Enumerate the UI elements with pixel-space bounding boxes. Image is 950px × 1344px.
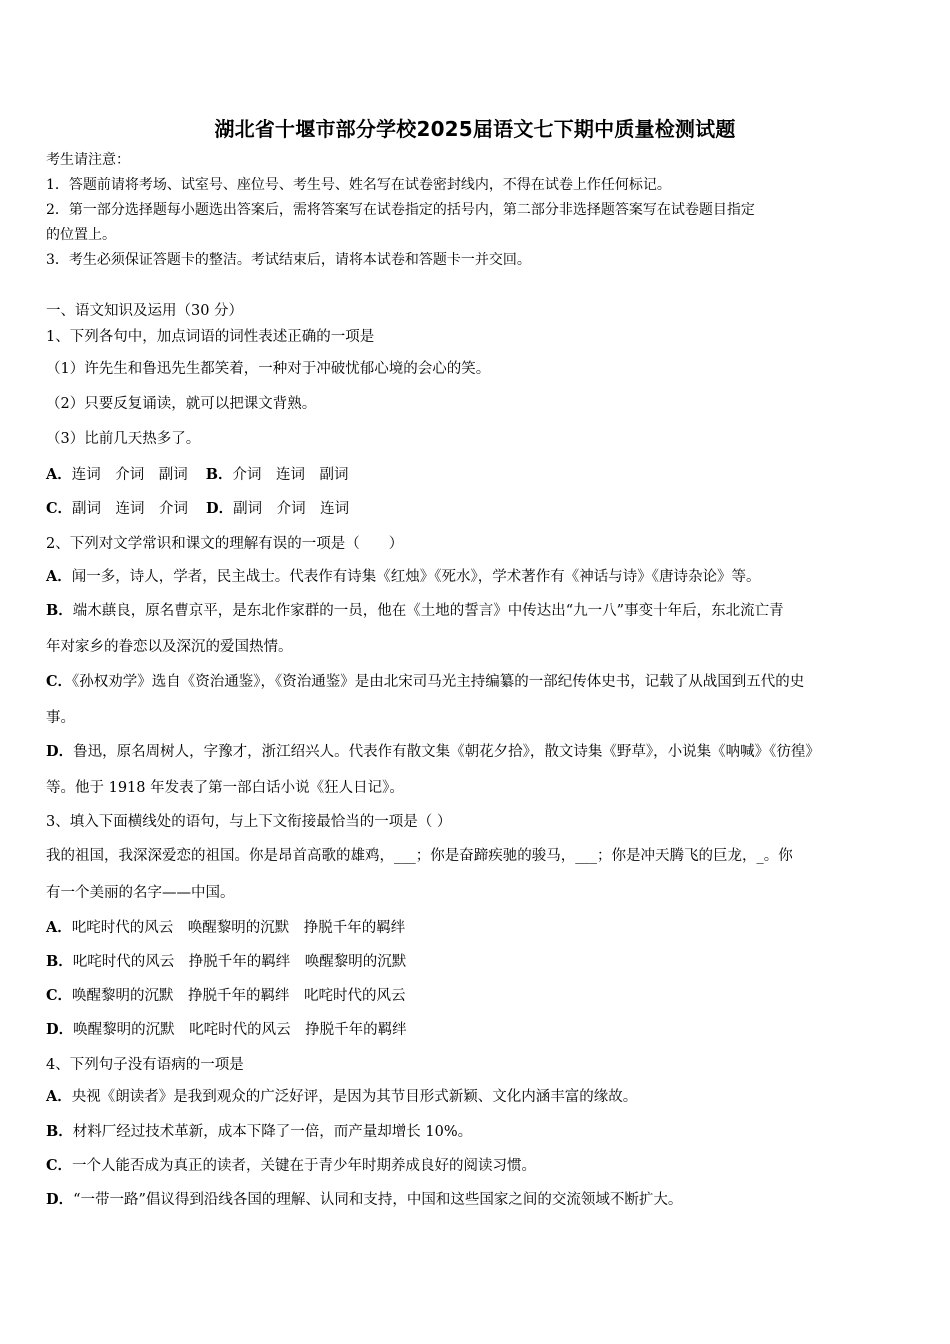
notice-item: 2．第一部分选择题每小题选出答案后，需将答案写在试卷指定的括号内，第二部分非选择题答案写在试卷题目指定: [46, 202, 755, 218]
q4-option-d: [46, 1190, 682, 1210]
option-label: B．: [205, 466, 233, 483]
q3-option-b: [46, 952, 406, 972]
option-label: B．: [46, 602, 73, 619]
q1-sentence-1: （1）许先生和鲁迅先生都笑着，一种对于冲破忧郁心境的会心的笑。: [46, 361, 491, 377]
option-text: 副词 介词 连词: [233, 501, 350, 517]
q1-stem: 1、下列各句中，加点词语的词性表述正确的一项是: [46, 329, 375, 345]
option-text: 唤醒黎明的沉默 叱咤时代的风云 挣脱千年的羁绊: [73, 1022, 407, 1038]
option-label: A．: [46, 1088, 72, 1105]
option-text: 闻一多，诗人，学者，民主战士。代表作有诗集《红烛》《死水》，学术著作有《神话与诗》《唐诗杂论》等。: [71, 569, 761, 585]
q1-options-cd: [46, 499, 349, 519]
q2-option-c: [46, 672, 804, 692]
q1-options-ab: [46, 465, 349, 485]
q3-passage: 我的祖国，我深深爱恋的祖国。你是昂首高歌的雄鸡，___；你是奋蹄疾驰的骏马，___；你是冲天腾飞的巨龙，_。你: [46, 848, 793, 864]
q3-option-d: [46, 1020, 407, 1040]
option-text: 材料厂经过技术革新，成本下降了一倍，而产量却增长 10%。: [72, 1124, 473, 1140]
q3-option-c: [46, 986, 406, 1006]
option-label: A．: [46, 568, 72, 585]
option-text: 端木蕻良，原名曹京平，是东北作家群的一员，他在《土地的誓言》中传达出“九一八”事变十年后，东北流亡青: [72, 603, 784, 619]
option-label: D．: [46, 1191, 74, 1208]
option-text: “一带一路”倡议得到沿线各国的理解、认同和支持，中国和这些国家之间的交流领域不断扩大。: [73, 1192, 683, 1208]
option-text: 唤醒黎明的沉默 挣脱千年的羁绊 叱咤时代的风云: [72, 988, 406, 1004]
option-text: 叱咤时代的风云 挣脱千年的羁绊 唤醒黎明的沉默: [72, 954, 407, 970]
option-label: B．: [46, 953, 73, 970]
notice-item: 1．答题前请将考场、试室号、座位号、考生号、姓名写在试卷密封线内，不得在试卷上作任何标记。: [46, 177, 671, 193]
option-label: A．: [46, 466, 72, 483]
option-text: 央视《朗读者》是我到观众的广泛好评，是因为其节目形式新颖、文化内涵丰富的缘故。: [71, 1089, 638, 1105]
option-text: 鲁迅，原名周树人，字豫才，浙江绍兴人。代表作有散文集《朝花夕拾》，散文诗集《野草》，小说集《呐喊》《彷徨》: [73, 744, 820, 760]
option-label: C．: [46, 500, 73, 517]
q4-option-b: [46, 1122, 472, 1142]
option-label: D．: [46, 1021, 74, 1038]
q4-option-a: [46, 1087, 637, 1107]
q1-sentence-3: （3）比前几天热多了。: [46, 431, 201, 447]
q2-option-b-cont: 年对家乡的眷恋以及深沉的爱国热情。: [46, 639, 293, 655]
q2-option-b: [46, 601, 784, 621]
option-label: D．: [46, 743, 74, 760]
option-label: B．: [46, 1123, 73, 1140]
q2-option-a: [46, 567, 761, 587]
notice-block: [46, 148, 916, 273]
option-text: 《孙权劝学》选自《资治通鉴》，《资治通鉴》是由北宋司马光主持编纂的一部纪传体史书，记载了从战国到五代的史: [72, 674, 805, 690]
option-label: D．: [206, 500, 234, 517]
notice-item: 3．考生必须保证答题卡的整洁。考试结束后，请将本试卷和答题卡一并交回。: [46, 252, 531, 268]
q2-option-d: [46, 742, 820, 762]
q3-passage-cont: 有一个美丽的名字——中国。: [46, 885, 235, 901]
option-text: 介词 连词 副词: [232, 467, 349, 483]
q2-option-d-cont: 等。他于 1918 年发表了第一部白话小说《狂人日记》。: [46, 780, 404, 796]
option-text: 叱咤时代的风云 唤醒黎明的沉默 挣脱千年的羁绊: [71, 920, 406, 936]
q2-option-c-cont: 事。: [46, 710, 75, 726]
section-heading: 一、语文知识及运用（30 分）: [46, 303, 244, 319]
q4-stem: 4、下列句子没有语病的一项是: [46, 1057, 244, 1073]
option-text: 一个人能否成为真正的读者，关键在于青少年时期养成良好的阅读习惯。: [72, 1158, 537, 1174]
option-label: C．: [46, 673, 73, 690]
q4-option-c: [46, 1156, 536, 1176]
q3-option-a: [46, 918, 405, 938]
option-label: A．: [46, 919, 72, 936]
q3-stem: 3、填入下面横线处的语句，与上下文衔接最恰当的一项是（ ）: [46, 814, 452, 830]
notice-heading: 考生请注意：: [46, 152, 130, 168]
option-text: 副词 连词 介词: [72, 501, 189, 517]
notice-item: 的位置上。: [46, 227, 116, 243]
q1-sentence-2: （2）只要反复诵读，就可以把课文背熟。: [46, 396, 317, 412]
q2-stem: 2、下列对文学常识和课文的理解有误的一项是（ ）: [46, 536, 404, 552]
option-label: C．: [46, 1157, 73, 1174]
option-label: C．: [46, 987, 73, 1004]
option-text: 连词 介词 副词: [71, 467, 188, 483]
page-title: 湖北省十堰市部分学校2025届语文七下期中质量检测试题: [214, 117, 736, 141]
